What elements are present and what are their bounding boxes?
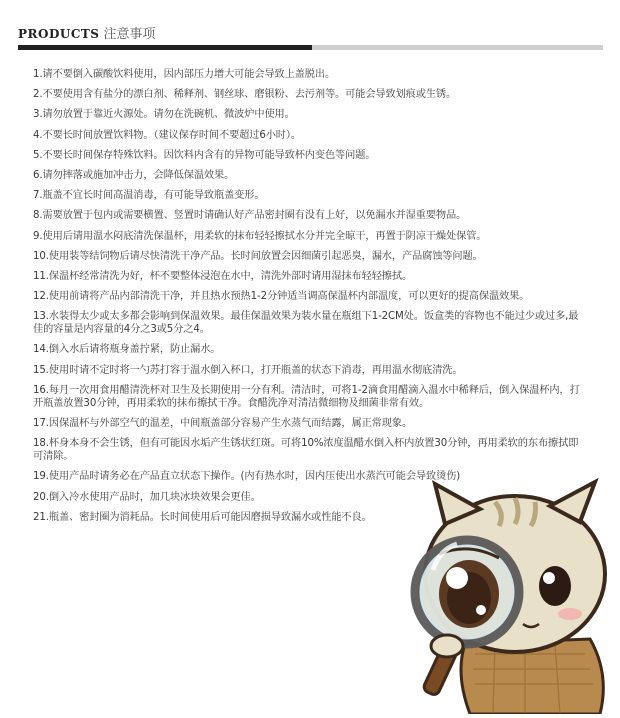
- note-item: 19.使用产品时请务必在产品直立状态下操作。(内有热水时，因内压使出水蒸汽可能会导致烫伤): [33, 471, 461, 483]
- note-item: 2.不要使用含有盐分的漂白剂、稀释剂、钢丝球、磨银粉、去污剂等。可能会导致划痕或生锈。: [33, 89, 457, 101]
- notes-list: [33, 68, 581, 531]
- mascot-svg: [395, 474, 620, 714]
- note-item: 20.倒入冷水使用产品时，加几块冰块效果会更佳。: [33, 491, 261, 503]
- header-divider-light: [312, 45, 603, 50]
- note-item: 8.需要放置于包内或需要横置、竖置时请确认好产品密封圈有没有上好，以免漏水并湿重要物品。: [33, 210, 467, 222]
- note-item: 13.水装得太少或太多都会影响到保温效果。最佳保温效果为装水量在瓶组下1-2CM处。饭盒类的容物也不能过少或过多,最佳的容量是内容量的4分之3或5分之4。: [33, 311, 579, 336]
- header-divider-dark: [18, 45, 312, 50]
- note-item: 16.每月一次用食用醋清洗杯对卫生及长期使用一分有利。清洁时，可将1-2滴食用醋滴入温水中稀释后，倒入保温杯内，打开瓶盖放置30分钟，再用柔软的抹布擦拭干净。食醋洗净对清洁微细物及细菌非常有效。: [33, 384, 580, 409]
- note-item: 15.使用时请不定时将一勺苏打容于温水倒入杯口，打开瓶盖的状态下消毒，再用温水彻底清洗。: [33, 364, 463, 376]
- note-item: 21.瓶盖、密封圈为消耗品。长时间使用后可能因磨损导致漏水或性能不良。: [33, 511, 372, 523]
- note-item: 12.使用前请将产品内部清洗干净，并且热水预热1-2分钟适当调高保温杯内部温度，可以更好的提高保温效果。: [33, 291, 530, 303]
- page-header: [18, 26, 603, 56]
- brand-text: PRODUCTS: [18, 27, 100, 41]
- note-item: 11.保温杯经常清洗为好，杯不要整体浸泡在水中，清洗外部时请用湿抹布轻轻擦拭。: [33, 270, 413, 282]
- header-title: [18, 26, 155, 43]
- note-item: 9.使用后请用温水闷底清洗保温杯，用柔软的抹布轻轻擦拭水分并完全晾干，再置于阴凉干燥处保管。: [33, 230, 487, 242]
- note-item: 5.不要长时间保存特殊饮料。因饮料内含有的异物可能导致杯内变色等问题。: [33, 149, 376, 161]
- section-title: 注意事项: [103, 27, 156, 42]
- note-item: 14.倒入水后请将瓶身盖拧紧，防止漏水。: [33, 344, 221, 356]
- mascot-illustration: [395, 474, 620, 714]
- note-item: 18.杯身本身不会生锈，但有可能因水垢产生锈状红斑。可将10%浓度温醋水倒入杯内放置30分钟，再用柔软的东布擦拭即可清除。: [33, 438, 579, 463]
- note-item: 10.使用装等结饲物后请尽快清洗干净产品。长时间放置会因细菌引起恶臭，漏水，产品腐蚀等问题。: [33, 250, 483, 262]
- note-item: 7.瓶盖不宜长时间高温消毒，有可能导致瓶盖变形。: [33, 190, 265, 202]
- note-item: 3.请勿放置于靠近火源处。请勿在洗碗机、微波炉中使用。: [33, 109, 295, 121]
- note-item: 4.不要长时间放置饮料物。（建议保存时间不要超过6小时）。: [33, 129, 301, 141]
- note-item: 17.因保温杯与外部空气的温差，中间瓶盖部分容易产生水蒸气而结露，属正常现象。: [33, 418, 413, 429]
- note-item: 6.请勿摔落或施加冲击力，会降低保温效果。: [33, 169, 235, 181]
- note-item: 1.请不要倒入碳酸饮料使用，因内部压力增大可能会导致上盖脱出。: [33, 69, 336, 80]
